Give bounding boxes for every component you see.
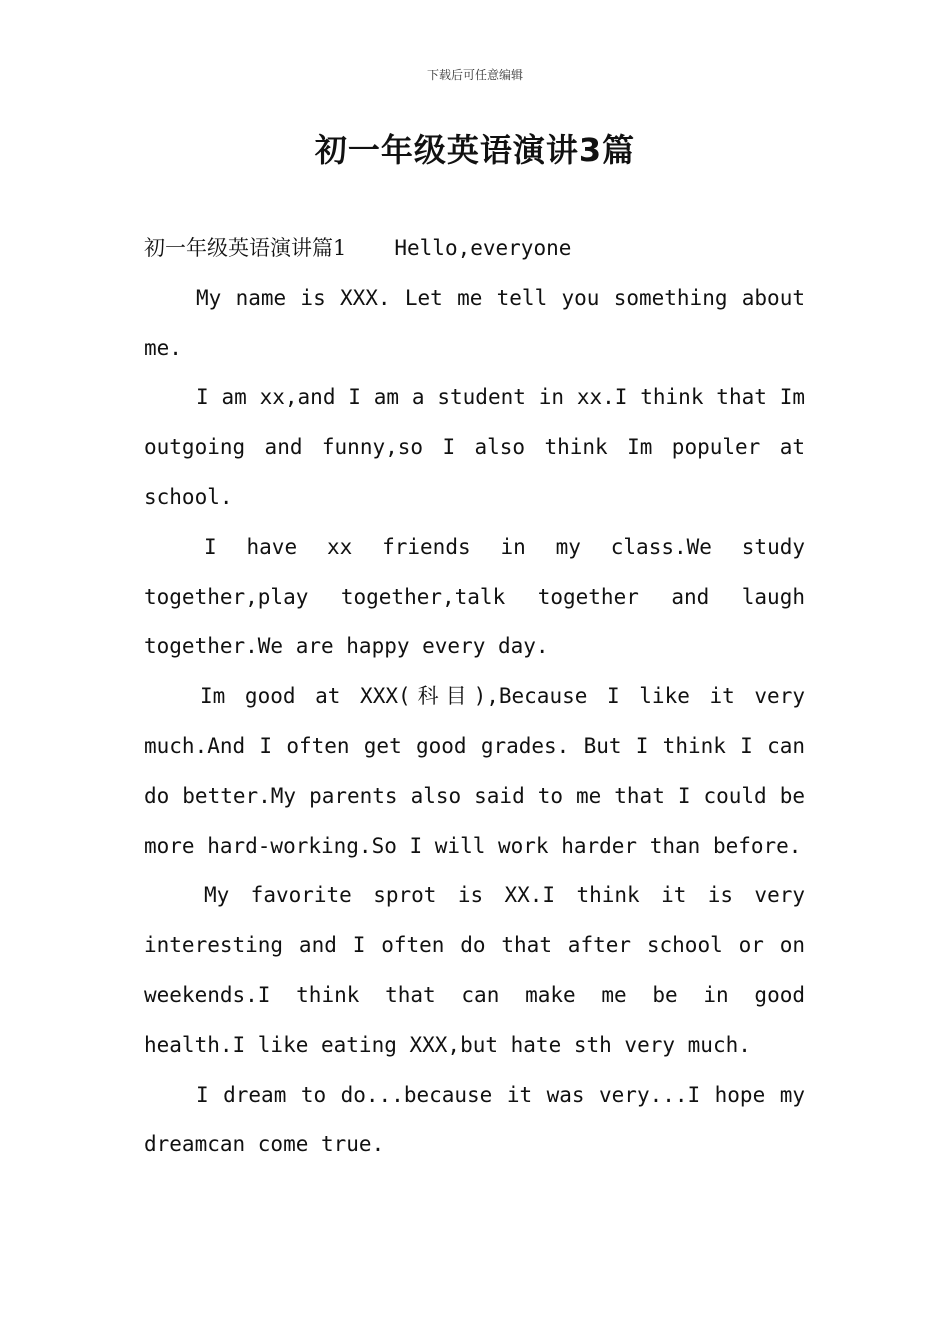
paragraph-about-me: I am xx,and I am a student in xx.I think that Im outgoing and funny,so I also think Im populer at school. <box>144 385 805 509</box>
paragraph-subject: Im good at XXX(科目),Because I like it very much.And I often get good grades. But I think I can do better.My parents also said to me that I could be more hard-working.So I will work harder than before. <box>144 684 805 858</box>
section-heading <box>144 224 805 274</box>
paragraph-sport: My favorite sprot is XX.I think it is very interesting and I often do that after school or on weekends.I think that can make me be in good health.I like eating XXX,but hate sth very much. <box>144 883 805 1057</box>
paragraph-dream: I dream to do...because it was very...I hope my dreamcan come true. <box>144 1082 805 1157</box>
section-heading-label: 初一年级英语演讲篇1 <box>144 236 347 260</box>
greeting-text: Hello,everyone <box>394 236 572 260</box>
paragraph-friends: I have xx friends in my class.We study together,play together,talk together and laugh together.We are happy every day. <box>144 534 805 659</box>
document-body <box>144 224 805 1170</box>
paragraph-intro: My name is XXX. Let me tell you something about me. <box>144 285 805 360</box>
document-title: 初一年级英语演讲3篇 <box>314 131 636 169</box>
header-note: 下载后可任意编辑 <box>426 68 523 82</box>
